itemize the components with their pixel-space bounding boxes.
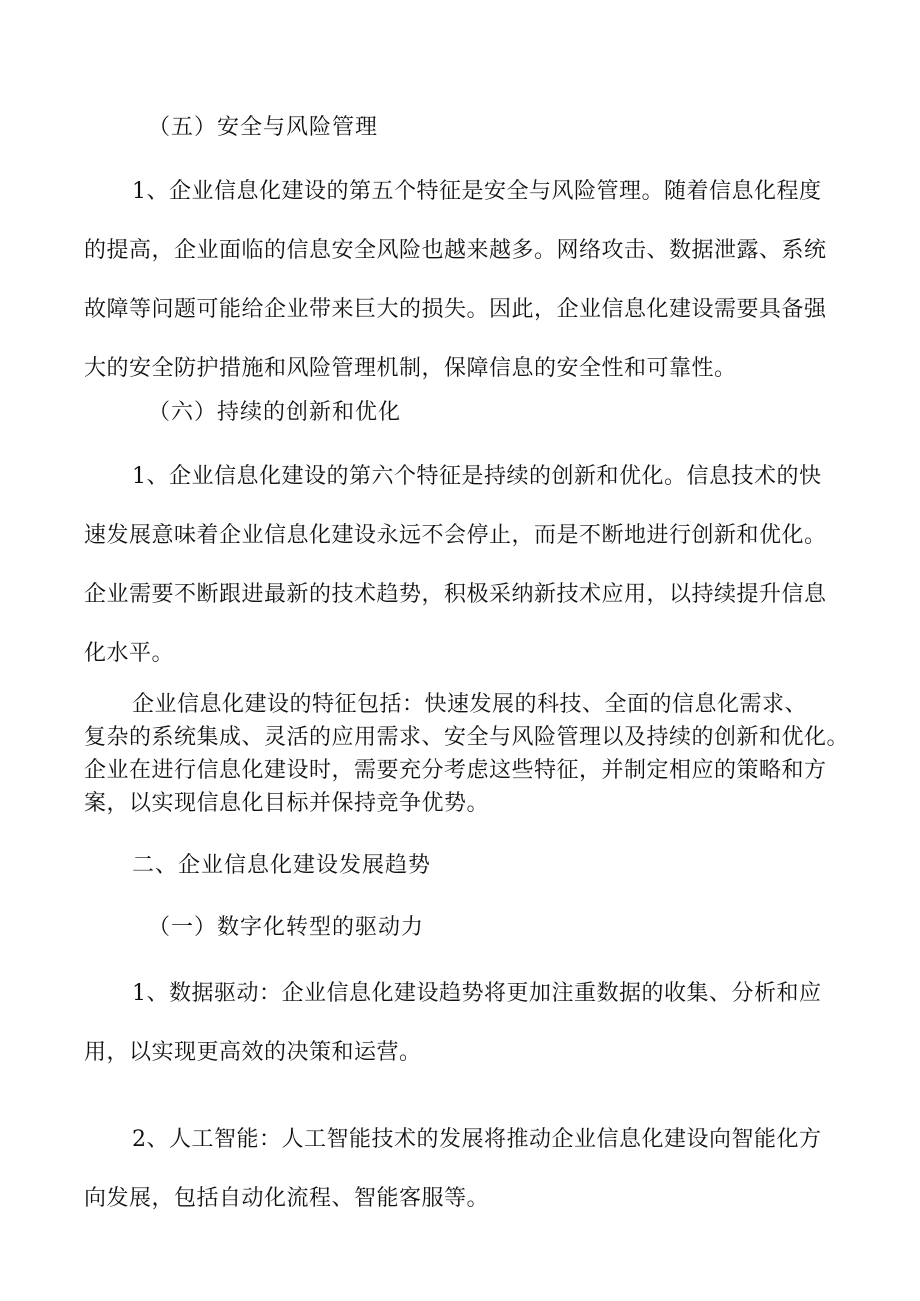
- paragraph-line: 故障等问题可能给企业带来巨大的损失。因此，企业信息化建设需要具备强: [84, 297, 827, 322]
- paragraph-line: 企业需要不断跟进最新的技术趋势，积极采纳新技术应用，以持续提升信息: [84, 582, 827, 607]
- paragraph-line: 企业信息化建设的特征包括：快速发展的科技、全面的信息化需求、: [132, 692, 808, 717]
- paragraph-data-driven: [84, 964, 836, 1082]
- paragraph-line: 复杂的系统集成、灵活的应用需求、安全与风险管理以及持续的创新和优化。: [84, 725, 850, 750]
- section-heading-6: （六）持续的创新和优化: [148, 400, 402, 425]
- paragraph-line: 用，以实现更高效的决策和运营。: [84, 1040, 422, 1065]
- paragraph-line: 1、企业信息化建设的第五个特征是安全与风险管理。随着信息化程度: [132, 179, 822, 204]
- paragraph-line: 大的安全防护措施和风险管理机制，保障信息的安全性和可靠性。: [84, 356, 737, 381]
- paragraph-line: 向发展，包括自动化流程、智能客服等。: [84, 1186, 490, 1211]
- paragraph-line: 案，以实现信息化目标并保持竞争优势。: [84, 791, 490, 816]
- paragraph-line: 1、数据驱动：企业信息化建设趋势将更加注重数据的收集、分析和应: [132, 981, 822, 1006]
- paragraph-line: 的提高，企业面临的信息安全风险也越来越多。网络攻击、数据泄露、系统: [84, 238, 827, 263]
- paragraph-ai: [84, 1110, 836, 1228]
- paragraph-security-risk: [84, 162, 836, 398]
- paragraph-line: 化水平。: [84, 641, 175, 666]
- paragraph-line: 1、企业信息化建设的第六个特征是持续的创新和优化。信息技术的快: [132, 464, 822, 489]
- chapter-heading-trends: 二、企业信息化建设发展趋势: [132, 853, 432, 878]
- paragraph-summary: [84, 688, 850, 820]
- section-heading-5: （五）安全与风险管理: [148, 115, 379, 140]
- paragraph-innovation: [84, 447, 836, 683]
- section-heading-digital-drivers: （一）数字化转型的驱动力: [148, 915, 425, 940]
- paragraph-line: 速发展意味着企业信息化建设永远不会停止，而是不断地进行创新和优化。: [84, 523, 827, 548]
- paragraph-line: 企业在进行信息化建设时，需要充分考虑这些特征，并制定相应的策略和方: [84, 758, 827, 783]
- paragraph-line: 2、人工智能：人工智能技术的发展将推动企业信息化建设向智能化方: [132, 1127, 822, 1152]
